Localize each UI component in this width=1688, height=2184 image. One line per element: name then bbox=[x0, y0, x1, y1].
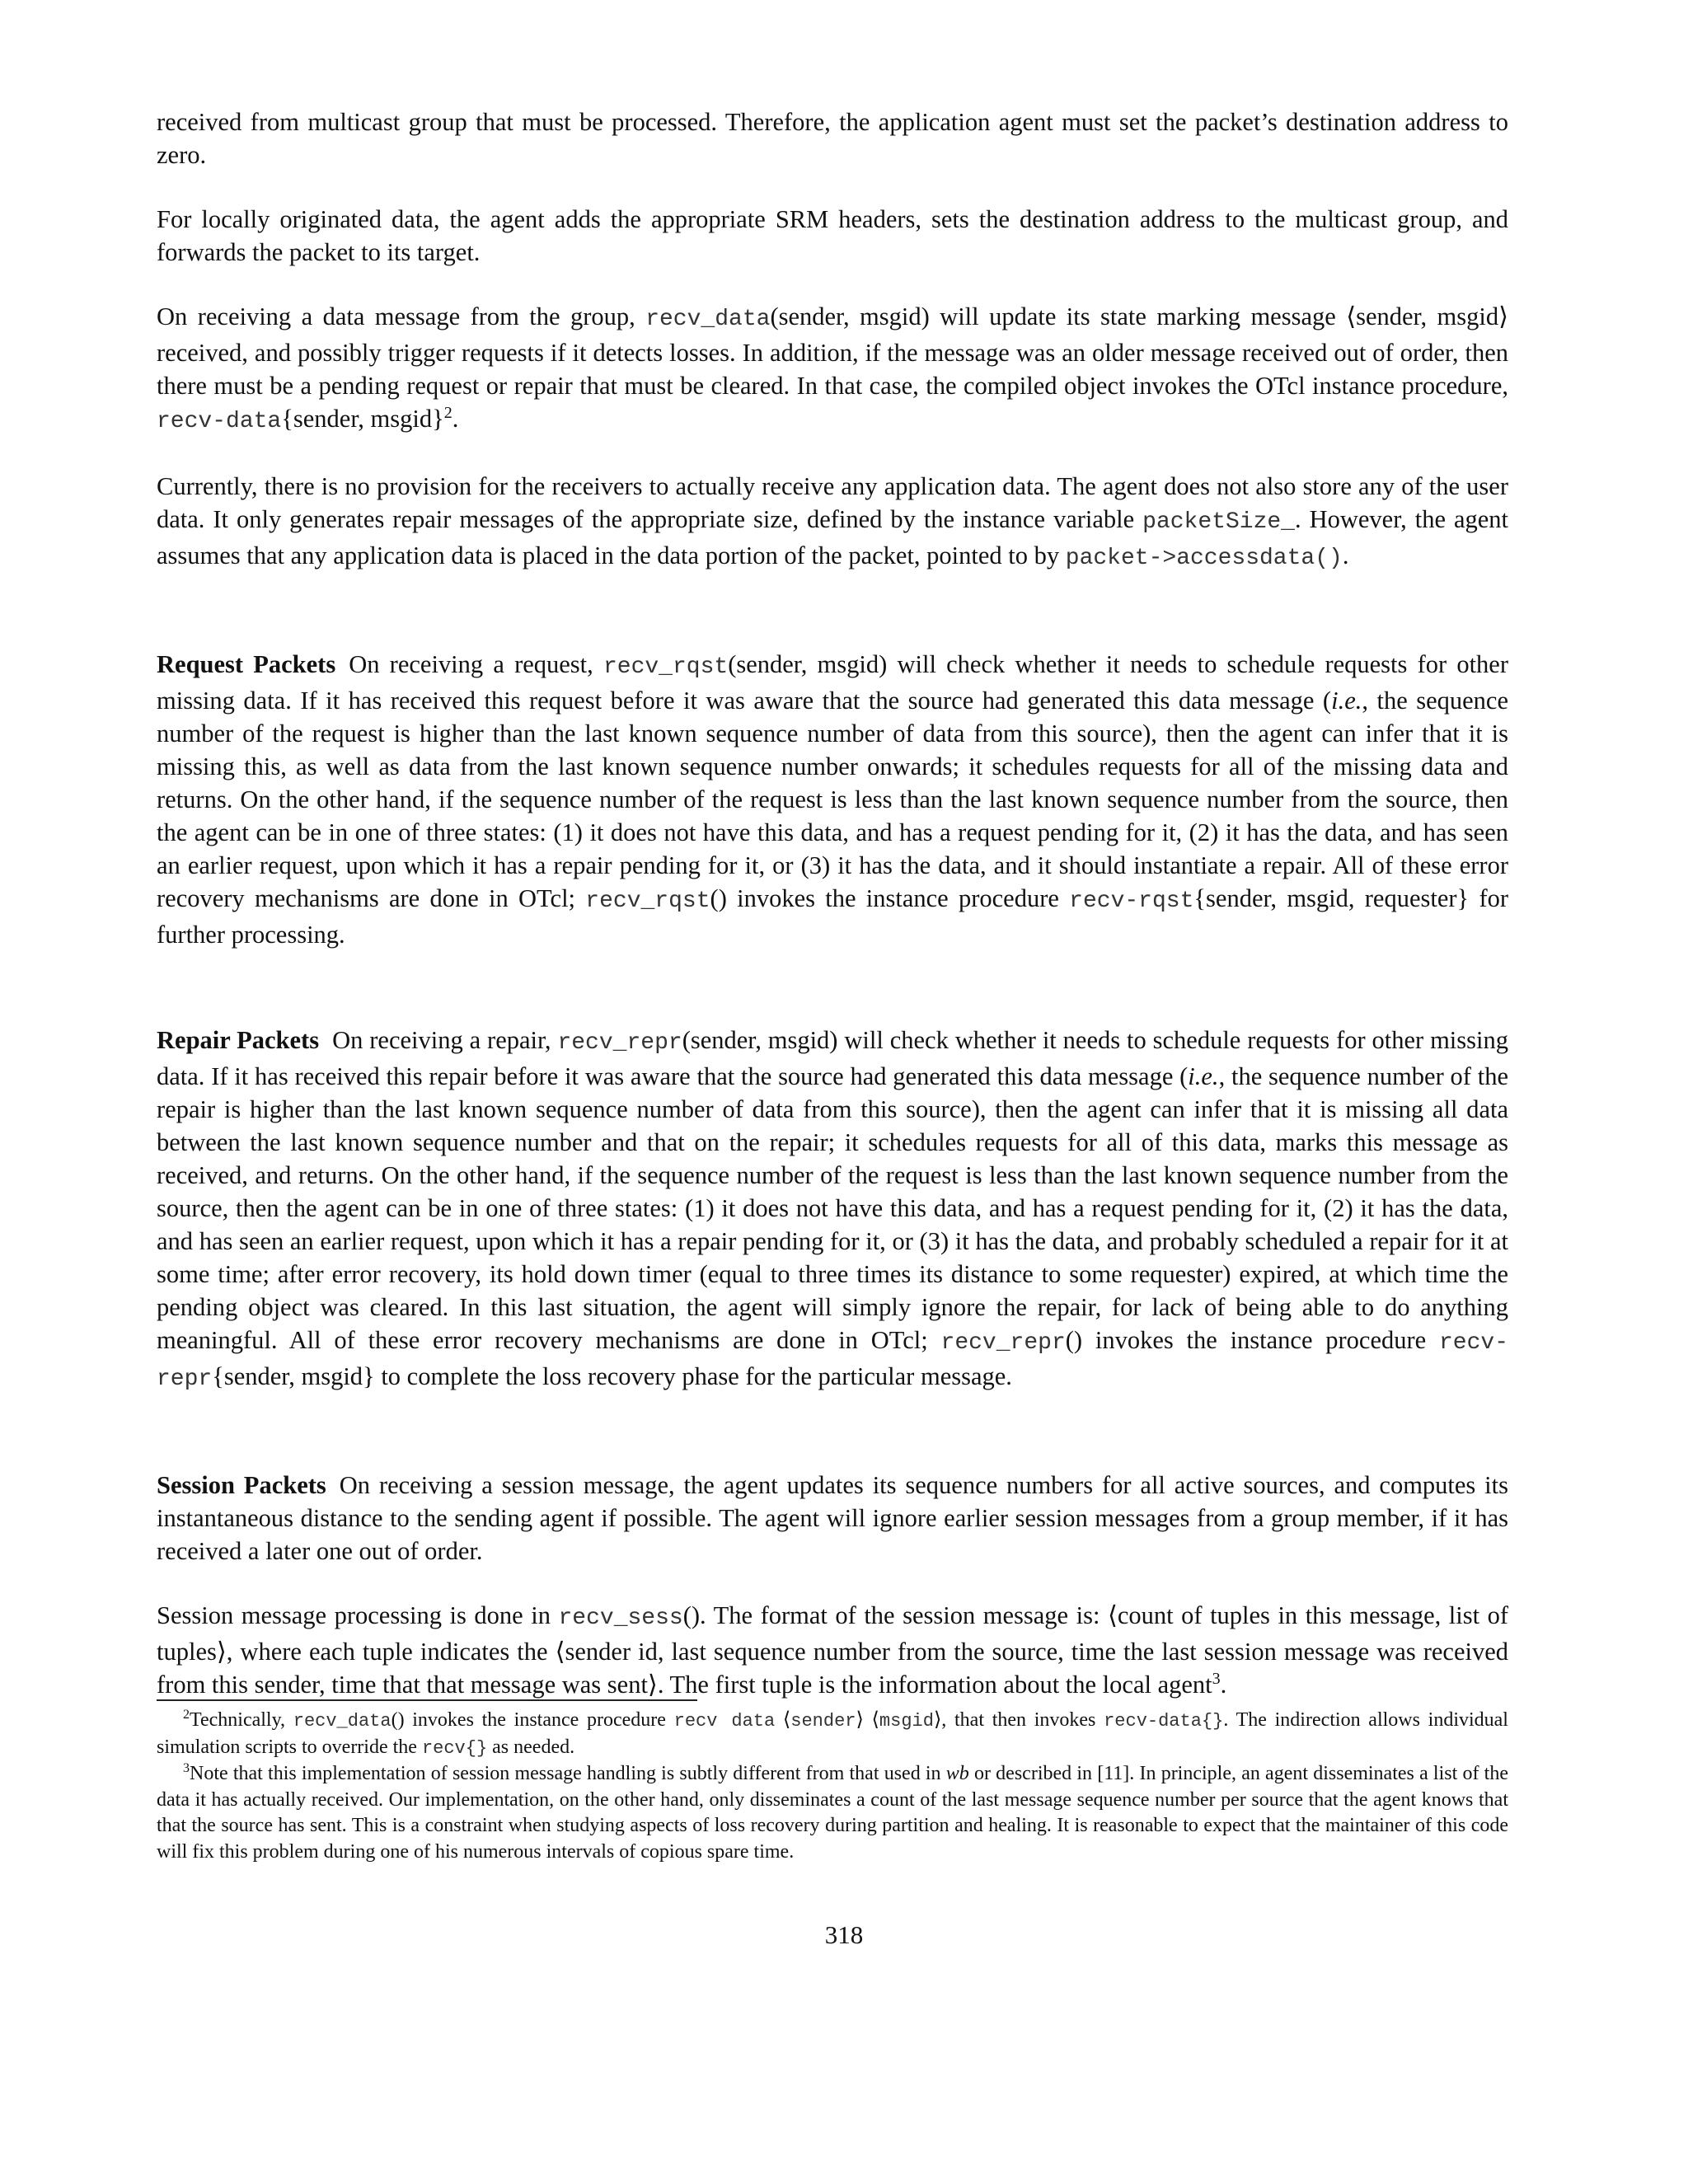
text-run: ⟩ ⟨ bbox=[856, 1709, 879, 1731]
section-heading: Repair Packets bbox=[157, 1026, 320, 1054]
paragraph-session-format bbox=[157, 1599, 1508, 1701]
text-run: () invokes the instance procedure bbox=[391, 1709, 674, 1731]
section-session-packets bbox=[157, 1469, 1508, 1568]
text-run: On receiving a request, bbox=[349, 650, 603, 678]
section-repair-packets bbox=[157, 1024, 1508, 1396]
footnote-2 bbox=[157, 1708, 1508, 1761]
footnote-3 bbox=[157, 1761, 1508, 1865]
code-sender: sender bbox=[790, 1711, 856, 1732]
text-run: {sender, msgid} to complete the loss recovery phase for the particular message. bbox=[212, 1362, 1012, 1390]
text-run: . bbox=[1220, 1671, 1227, 1699]
text-run: , the sequence number of the repair is higher than the last known sequence number of data from this source), then the agent can infer that it is missing all data between the last known sequence number and that on the repair; it schedules requests for all of this data, marks this message as received, and returns. On the other hand, if the sequence number of the request is less than the last known sequence number from the source, then the agent can be in one of three states: (1) it does not have this data, and has a request pending for it, (2) it has the data, and has seen an earlier request, upon which it has a repair pending for it, or (3) it has the data, and probably scheduled a repair for it at some time; after error recovery, its hold down timer (equal to three times its distance to some requester) expired, at which time the pending object was cleared. In this last situation, the agent will simply ignore the repair, for lack of being able to do anything meaningful. All of these error recovery mechanisms are done in OTcl; bbox=[157, 1062, 1508, 1354]
text-run: ⟩, that then invokes bbox=[933, 1709, 1104, 1731]
footnote-ref-3[interactable]: 3 bbox=[1212, 1669, 1221, 1688]
code-recv-data: recv_data bbox=[293, 1711, 392, 1732]
footnote-rule bbox=[157, 1699, 697, 1701]
code-recv-repr-proc: recv-repr bbox=[157, 1330, 1509, 1392]
section-heading: Session Packets bbox=[157, 1471, 326, 1499]
text-run: (sender, msgid) will update its state marking message ⟨sender, msgid⟩ received, and possibly trigger requests if it detects losses. In addition, if the message was an older message received out of order, then there must be a pending request or repair that must be cleared. In that case, the compiled object invokes the OTcl instance procedure, bbox=[157, 302, 1509, 400]
code-recv-repr: recv_repr bbox=[557, 1030, 682, 1056]
text-run: {sender, msgid} bbox=[281, 405, 444, 433]
text-run: On receiving a data message from the group, bbox=[157, 302, 646, 330]
code-recv-rqst: recv_rqst bbox=[603, 654, 729, 680]
text-run: . However, the agent assumes that any application data is placed in the data portion of the packet, pointed to by bbox=[157, 505, 1508, 569]
text-italic: i.e. bbox=[1188, 1062, 1219, 1090]
section-request-packets bbox=[157, 648, 1508, 951]
paragraph-text: For locally originated data, the agent adds the appropriate SRM headers, sets the destination address to the multicast group, and forwards the packet to its target. bbox=[157, 205, 1508, 266]
text-run: ⟨ bbox=[775, 1709, 791, 1731]
text-run: . bbox=[452, 405, 459, 433]
text-run: (). The format of the session message is: ⟨count of tuples in this message, list of tuples⟩, where each tuple indicates the ⟨sender id, last sequence number from the source, time the last session message was received from this sender, time that that message was sent⟩. The first tuple is the information about the local agent bbox=[157, 1601, 1508, 1699]
text-run: () invokes the instance procedure bbox=[1065, 1326, 1439, 1354]
code-recv-proc: recv{} bbox=[421, 1737, 488, 1759]
text-run: On receiving a repair, bbox=[332, 1026, 558, 1054]
text-run: Technically, bbox=[190, 1709, 293, 1731]
paragraph-text: received from multicast group that must be processed. Therefore, the application agent must set the packet’s destination address to zero. bbox=[157, 108, 1508, 169]
footnote-mark: 2 bbox=[183, 1708, 190, 1722]
paragraph-application-data bbox=[157, 470, 1508, 575]
code-recv-sess: recv_sess bbox=[558, 1605, 683, 1631]
text-run: Note that this implementation of session message handling is subtly different from that used in bbox=[190, 1763, 946, 1784]
text-run: Currently, there is no provision for the receivers to actually receive any application data. The agent does not also store any of the user data. It only generates repair messages of the appropriate size, defined by the instance variable bbox=[157, 472, 1508, 533]
code-recv-data-proc: recv-data{} bbox=[1104, 1711, 1224, 1732]
paragraph-multicast-destination bbox=[157, 105, 1508, 171]
text-run: . bbox=[1342, 541, 1349, 569]
text-run: Session message processing is done in bbox=[157, 1601, 559, 1629]
text-italic: wb bbox=[945, 1763, 969, 1784]
code-recv-rqst-proc: recv-rqst bbox=[1069, 888, 1194, 914]
text-italic: i.e. bbox=[1331, 687, 1362, 715]
text-run: (sender, msgid) will check whether it needs to schedule requests for other missing data. If it has received this repair before it was aware that the source had generated this data message ( bbox=[157, 1026, 1508, 1090]
section-heading: Request Packets bbox=[157, 650, 336, 678]
code-recv-data-cmd: recv data bbox=[673, 1711, 776, 1732]
code-recv-rqst: recv_rqst bbox=[585, 888, 710, 914]
text-run: On receiving a session message, the agent updates its sequence numbers for all active sources, and computes its instantaneous distance to the sending agent if possible. The agent will ignore earlier session messages from a group member, if it has received a later one out of order. bbox=[157, 1471, 1508, 1565]
page-body bbox=[157, 105, 1508, 1732]
code-recv-data: recv_data bbox=[645, 307, 771, 332]
text-run: or described in [11]. In principle, an agent disseminates a list of the data it has actually received. Our implementation, on the other hand, only disseminates a count of the last message sequence number per source that the agent knows that that the source has sent. This is a constraint when studying aspects of loss recovery during partition and healing. It is reasonable to expect that the maintainer of this code will fix this problem during one of his numerous intervals of copious spare time. bbox=[157, 1763, 1508, 1863]
text-run: as needed. bbox=[487, 1736, 575, 1758]
text-run: . The indirection allows individual simulation scripts to override the bbox=[157, 1709, 1508, 1758]
code-recv-repr: recv_repr bbox=[940, 1330, 1066, 1356]
code-packetsize: packetSize_ bbox=[1142, 509, 1295, 535]
code-recv-data-proc: recv-data bbox=[157, 409, 282, 434]
paragraph-recv-data bbox=[157, 300, 1508, 438]
text-run: (sender, msgid) will check whether it needs to schedule requests for other missing data. If it has received this request before it was aware that the source had generated this data message ( bbox=[157, 650, 1509, 715]
text-run: () invokes the instance procedure bbox=[710, 884, 1070, 912]
footnotes bbox=[157, 1708, 1508, 1865]
page-number: 318 bbox=[824, 1920, 864, 1949]
footnote-mark: 3 bbox=[183, 1761, 190, 1775]
code-accessdata: packet->accessdata() bbox=[1065, 546, 1343, 571]
text-run: {sender, msgid, requester} for further processing. bbox=[157, 884, 1509, 949]
text-run: , the sequence number of the request is higher than the last known sequence number of data from this source), then the agent can infer that it is missing this, as well as data from the last known sequence number onwards; it schedules requests for all of the missing data and returns. On the other hand, if the sequence number of the request is less than the last known sequence number from the source, then the agent can be in one of three states: (1) it does not have this data, and has a request pending for it, (2) it has the data, and has seen an earlier request, upon which it has a repair pending for it, or (3) it has the data, and it should instantiate a repair. All of these error recovery mechanisms are done in OTcl; bbox=[157, 687, 1508, 912]
code-msgid: msgid bbox=[879, 1711, 934, 1732]
paragraph-locally-originated bbox=[157, 203, 1508, 269]
footnote-ref-2[interactable]: 2 bbox=[443, 403, 452, 422]
